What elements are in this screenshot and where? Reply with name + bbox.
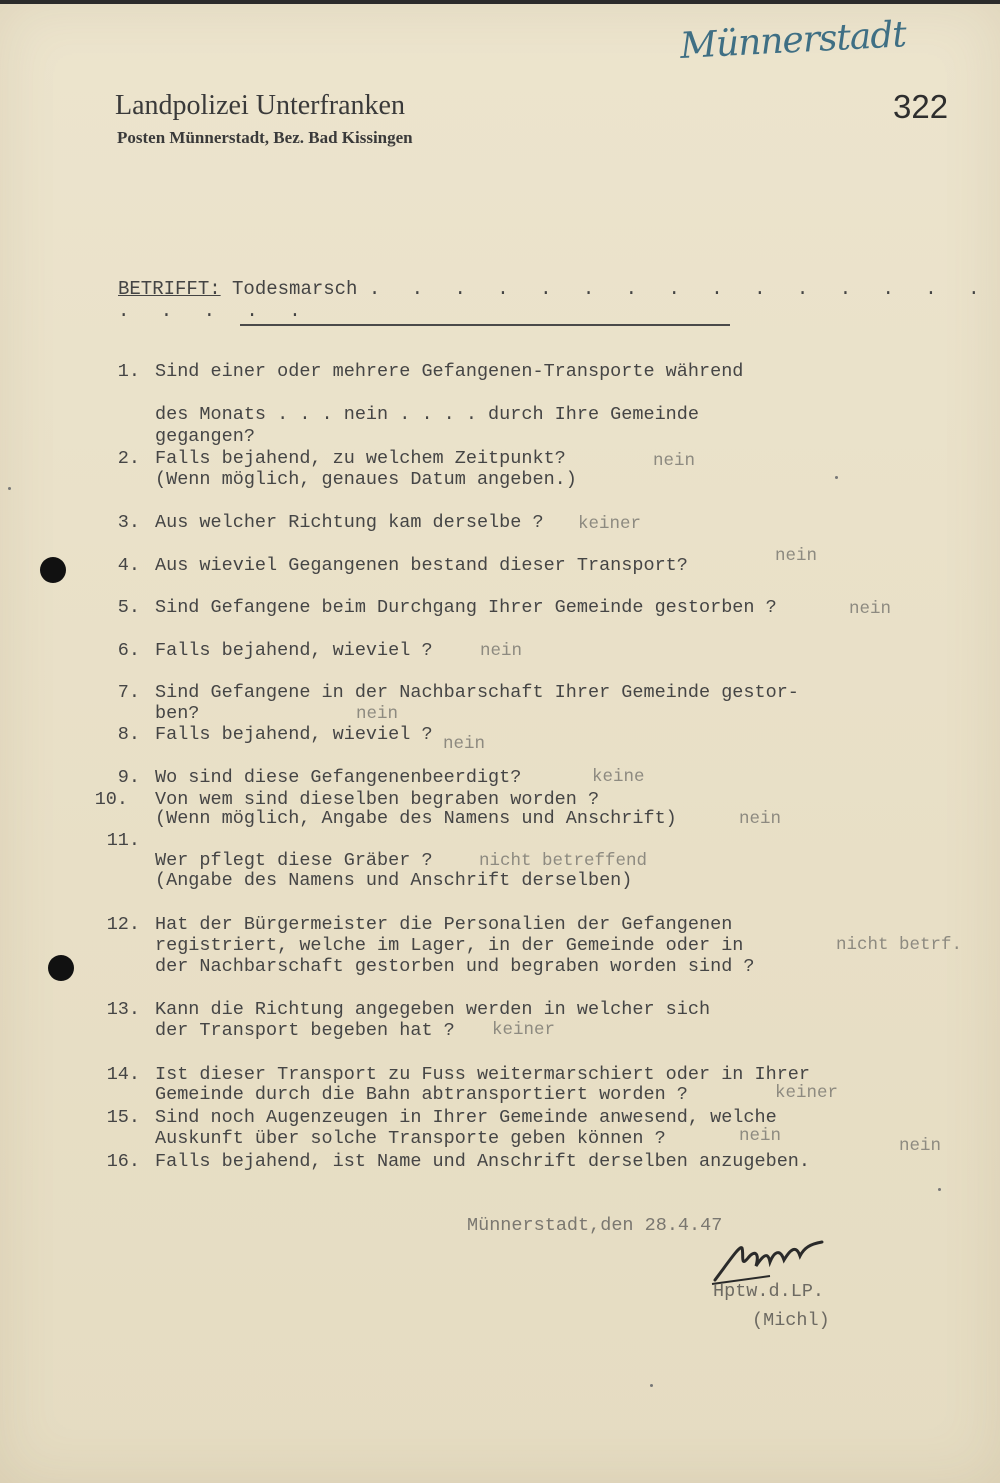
answer: nein <box>739 1126 782 1146</box>
question-text: Gemeinde durch die Bahn abtransportiert worden ? <box>155 1084 688 1105</box>
question-text: registriert, welche im Lager, in der Gemeinde oder in <box>155 935 744 956</box>
question-text: Falls bejahend, zu welchem Zeitpunkt? <box>155 448 566 469</box>
answer: nicht betreffend <box>479 851 648 871</box>
question-number: 14. <box>106 1064 140 1085</box>
question-number: 2. <box>117 448 140 469</box>
question-text: der Transport begeben hat ? <box>155 1020 455 1041</box>
subject-label: BETRIFFT: <box>118 278 221 300</box>
place-date: Münnerstadt,den 28.4.47 <box>467 1215 723 1236</box>
question-text: Auskunft über solche Transporte geben können ? <box>155 1128 666 1149</box>
org-subtitle: Posten Münnerstadt, Bez. Bad Kissingen <box>117 128 413 147</box>
answer: nein <box>899 1136 942 1156</box>
question-text: Aus welcher Richtung kam derselbe ? <box>155 512 544 533</box>
question-number: 5. <box>117 597 140 618</box>
question-text: gegangen? <box>155 426 255 447</box>
subject-text: Todesmarsch <box>232 278 358 300</box>
question-text: Von wem sind dieselben begraben worden ? <box>155 789 600 810</box>
answer: keiner <box>578 514 642 534</box>
question-number: 3. <box>117 512 140 533</box>
question-text: Sind einer oder mehrere Gefangenen-Transporte während <box>155 361 744 382</box>
answer: keiner <box>775 1083 839 1103</box>
punch-hole <box>48 955 74 981</box>
question-text: Hat der Bürgermeister die Personalien der Gefangenen <box>155 914 733 935</box>
question-text: der Nachbarschaft gestorben und begraben worden sind ? <box>155 956 755 977</box>
question-text: ben? <box>155 703 200 724</box>
question-text: Kann die Richtung angegeben werden in welcher sich <box>155 999 711 1020</box>
answer: nein <box>775 546 818 566</box>
question-text: des Monats . . . nein . . . . durch Ihre Gemeinde <box>155 404 699 425</box>
answer: nein <box>356 704 399 724</box>
answer: nein <box>653 451 696 471</box>
question-text: Sind Gefangene in der Nachbarschaft Ihrer Gemeinde gestor- <box>155 682 799 703</box>
signature <box>710 1240 830 1285</box>
speck <box>650 1384 653 1387</box>
question-text: (Wenn möglich, genaues Datum angeben.) <box>155 469 577 490</box>
question-number: 15. <box>106 1107 140 1128</box>
question-number: 13. <box>106 999 140 1020</box>
answer: nein <box>739 809 782 829</box>
question-number: 4. <box>117 555 140 576</box>
question-text: Wer pflegt diese Gräber ? <box>155 850 433 871</box>
org-title: Landpolizei Unterfranken <box>115 90 405 121</box>
question-number: 8. <box>117 724 140 745</box>
question-number: 9. <box>117 767 140 788</box>
question-text: Falls bejahend, wieviel ? <box>155 724 433 745</box>
question-text: Aus wieviel Gegangenen bestand dieser Transport? <box>155 555 688 576</box>
question-text: Wo sind diese Gefangenenbeerdigt? <box>155 767 522 788</box>
subject-line <box>118 278 1000 322</box>
question-text: Sind noch Augenzeugen in Ihrer Gemeinde anwesend, welche <box>155 1107 777 1128</box>
question-number: 12. <box>106 914 140 935</box>
question-number: 7. <box>117 682 140 703</box>
question-number: 1. <box>117 361 140 382</box>
signer-rank: Hptw.d.LP. <box>713 1281 825 1302</box>
answer: keiner <box>492 1020 556 1040</box>
question-text: Sind Gefangene beim Durchgang Ihrer Gemeinde gestorben ? <box>155 597 777 618</box>
question-text: (Angabe des Namens und Anschrift derselben) <box>155 870 633 891</box>
signer-name: (Michl) <box>752 1310 830 1331</box>
question-text: Falls bejahend, wieviel ? <box>155 640 433 661</box>
handwritten-place: Münnerstadt <box>679 14 907 67</box>
question-text: Falls bejahend, ist Name und Anschrift derselben anzugeben. <box>155 1151 811 1172</box>
page-number: 322 <box>893 88 949 125</box>
answer: nein <box>443 734 486 754</box>
subject-rule <box>240 324 730 326</box>
question-number: 10. <box>94 789 128 810</box>
speck <box>8 487 11 490</box>
question-text: (Wenn möglich, Angabe des Namens und Anschrift) <box>155 808 677 829</box>
answer: keine <box>592 767 645 787</box>
question-text: Ist dieser Transport zu Fuss weitermarschiert oder in Ihrer <box>155 1064 811 1085</box>
answer: nicht betrf. <box>836 935 963 955</box>
answer: nein <box>480 641 523 661</box>
answer: nein <box>849 599 892 619</box>
speck <box>835 476 838 479</box>
question-number: 11. <box>106 830 140 851</box>
speck <box>938 1188 941 1191</box>
punch-hole <box>40 557 66 583</box>
question-number: 16. <box>106 1151 140 1172</box>
subject-dots: . . . . . . . . . . . . . . . . . . . . <box>118 278 990 322</box>
scan-edge <box>0 0 1000 4</box>
question-number: 6. <box>117 640 140 661</box>
